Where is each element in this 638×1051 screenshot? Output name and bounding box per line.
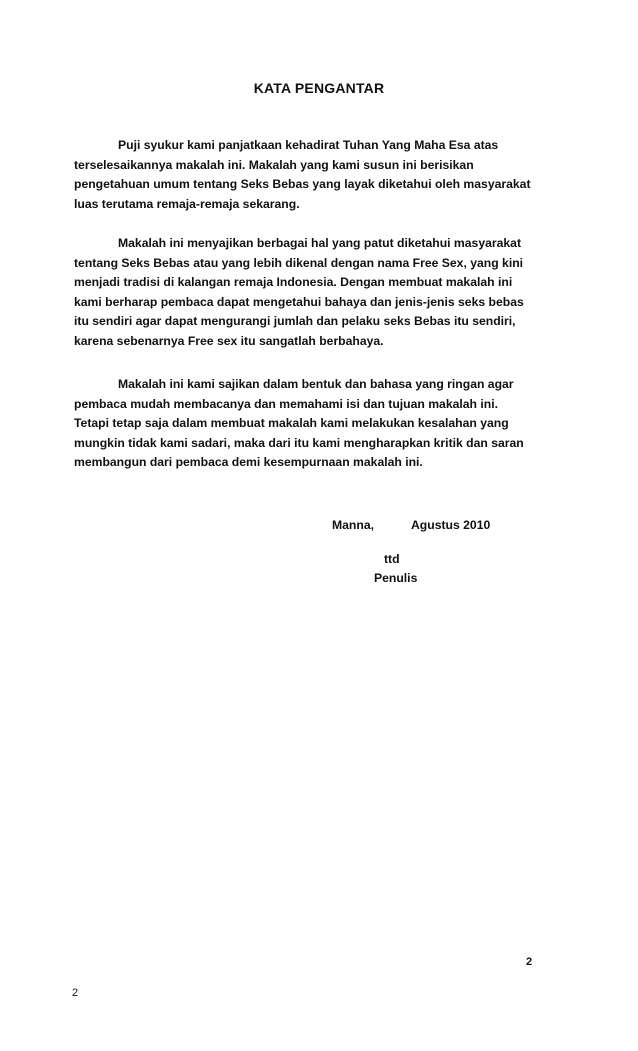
paragraph-line: Makalah ini menyajikan berbagai hal yang patut diketahui masyarakat: [118, 236, 522, 250]
paragraph-line: luas terutama remaja-remaja sekarang.: [74, 196, 300, 211]
paragraph-line: pengetahuan umum tentang Seks Bebas yang layak diketahui oleh masyarakat: [74, 177, 531, 191]
page-number-outer: 2: [72, 987, 79, 999]
signature-date: Agustus 2010: [411, 518, 491, 532]
paragraph-line: karena sebenarnya Free sex itu sangatlah berbahaya.: [74, 333, 384, 348]
paragraph-line: Makalah ini kami sajikan dalam bentuk dan bahasa yang ringan agar: [118, 377, 514, 391]
paragraph-line: kami berharap pembaca dapat mengetahui bahaya dan jenis-jenis seks bebas: [74, 294, 524, 309]
paragraph-line: terselesaikannya makalah ini. Makalah yang kami susun ini berisikan: [74, 157, 474, 172]
paragraph-3: [74, 375, 552, 473]
paragraph-line: Tetapi tetap saja dalam membuat makalah kami melakukan kesalahan yang: [74, 416, 509, 430]
paragraph-1: [74, 136, 552, 214]
paragraph-line: tentang Seks Bebas atau yang lebih dikenal dengan nama Free Sex, yang kini: [74, 255, 524, 270]
page-number-inner: 2: [526, 956, 533, 968]
paragraph-2: [74, 234, 552, 351]
signature-ttd: ttd: [384, 552, 400, 566]
paragraph-line: itu sendiri agar dapat mengurangi jumlah dan pelaku seks Bebas itu sendiri,: [74, 314, 516, 328]
paragraph-line: menjadi tradisi di kalangan remaja Indonesia. Dengan membuat makalah ini: [74, 275, 513, 289]
paragraph-line: membangun dari pembaca demi kesempurnaan makalah ini.: [74, 455, 423, 469]
paragraph-line: mungkin tidak kami sadari, maka dari itu kami mengharapkan kritik dan saran: [74, 435, 524, 450]
signature-author: Penulis: [374, 571, 418, 585]
signature-city: Manna,: [332, 518, 374, 532]
page-title: KATA PENGANTAR: [253, 80, 385, 96]
paragraph-line: Puji syukur kami panjatkaan kehadirat Tuhan Yang Maha Esa atas: [118, 138, 499, 152]
paragraph-line: pembaca mudah membacanya dan memahami isi dan tujuan makalah ini.: [74, 396, 498, 411]
